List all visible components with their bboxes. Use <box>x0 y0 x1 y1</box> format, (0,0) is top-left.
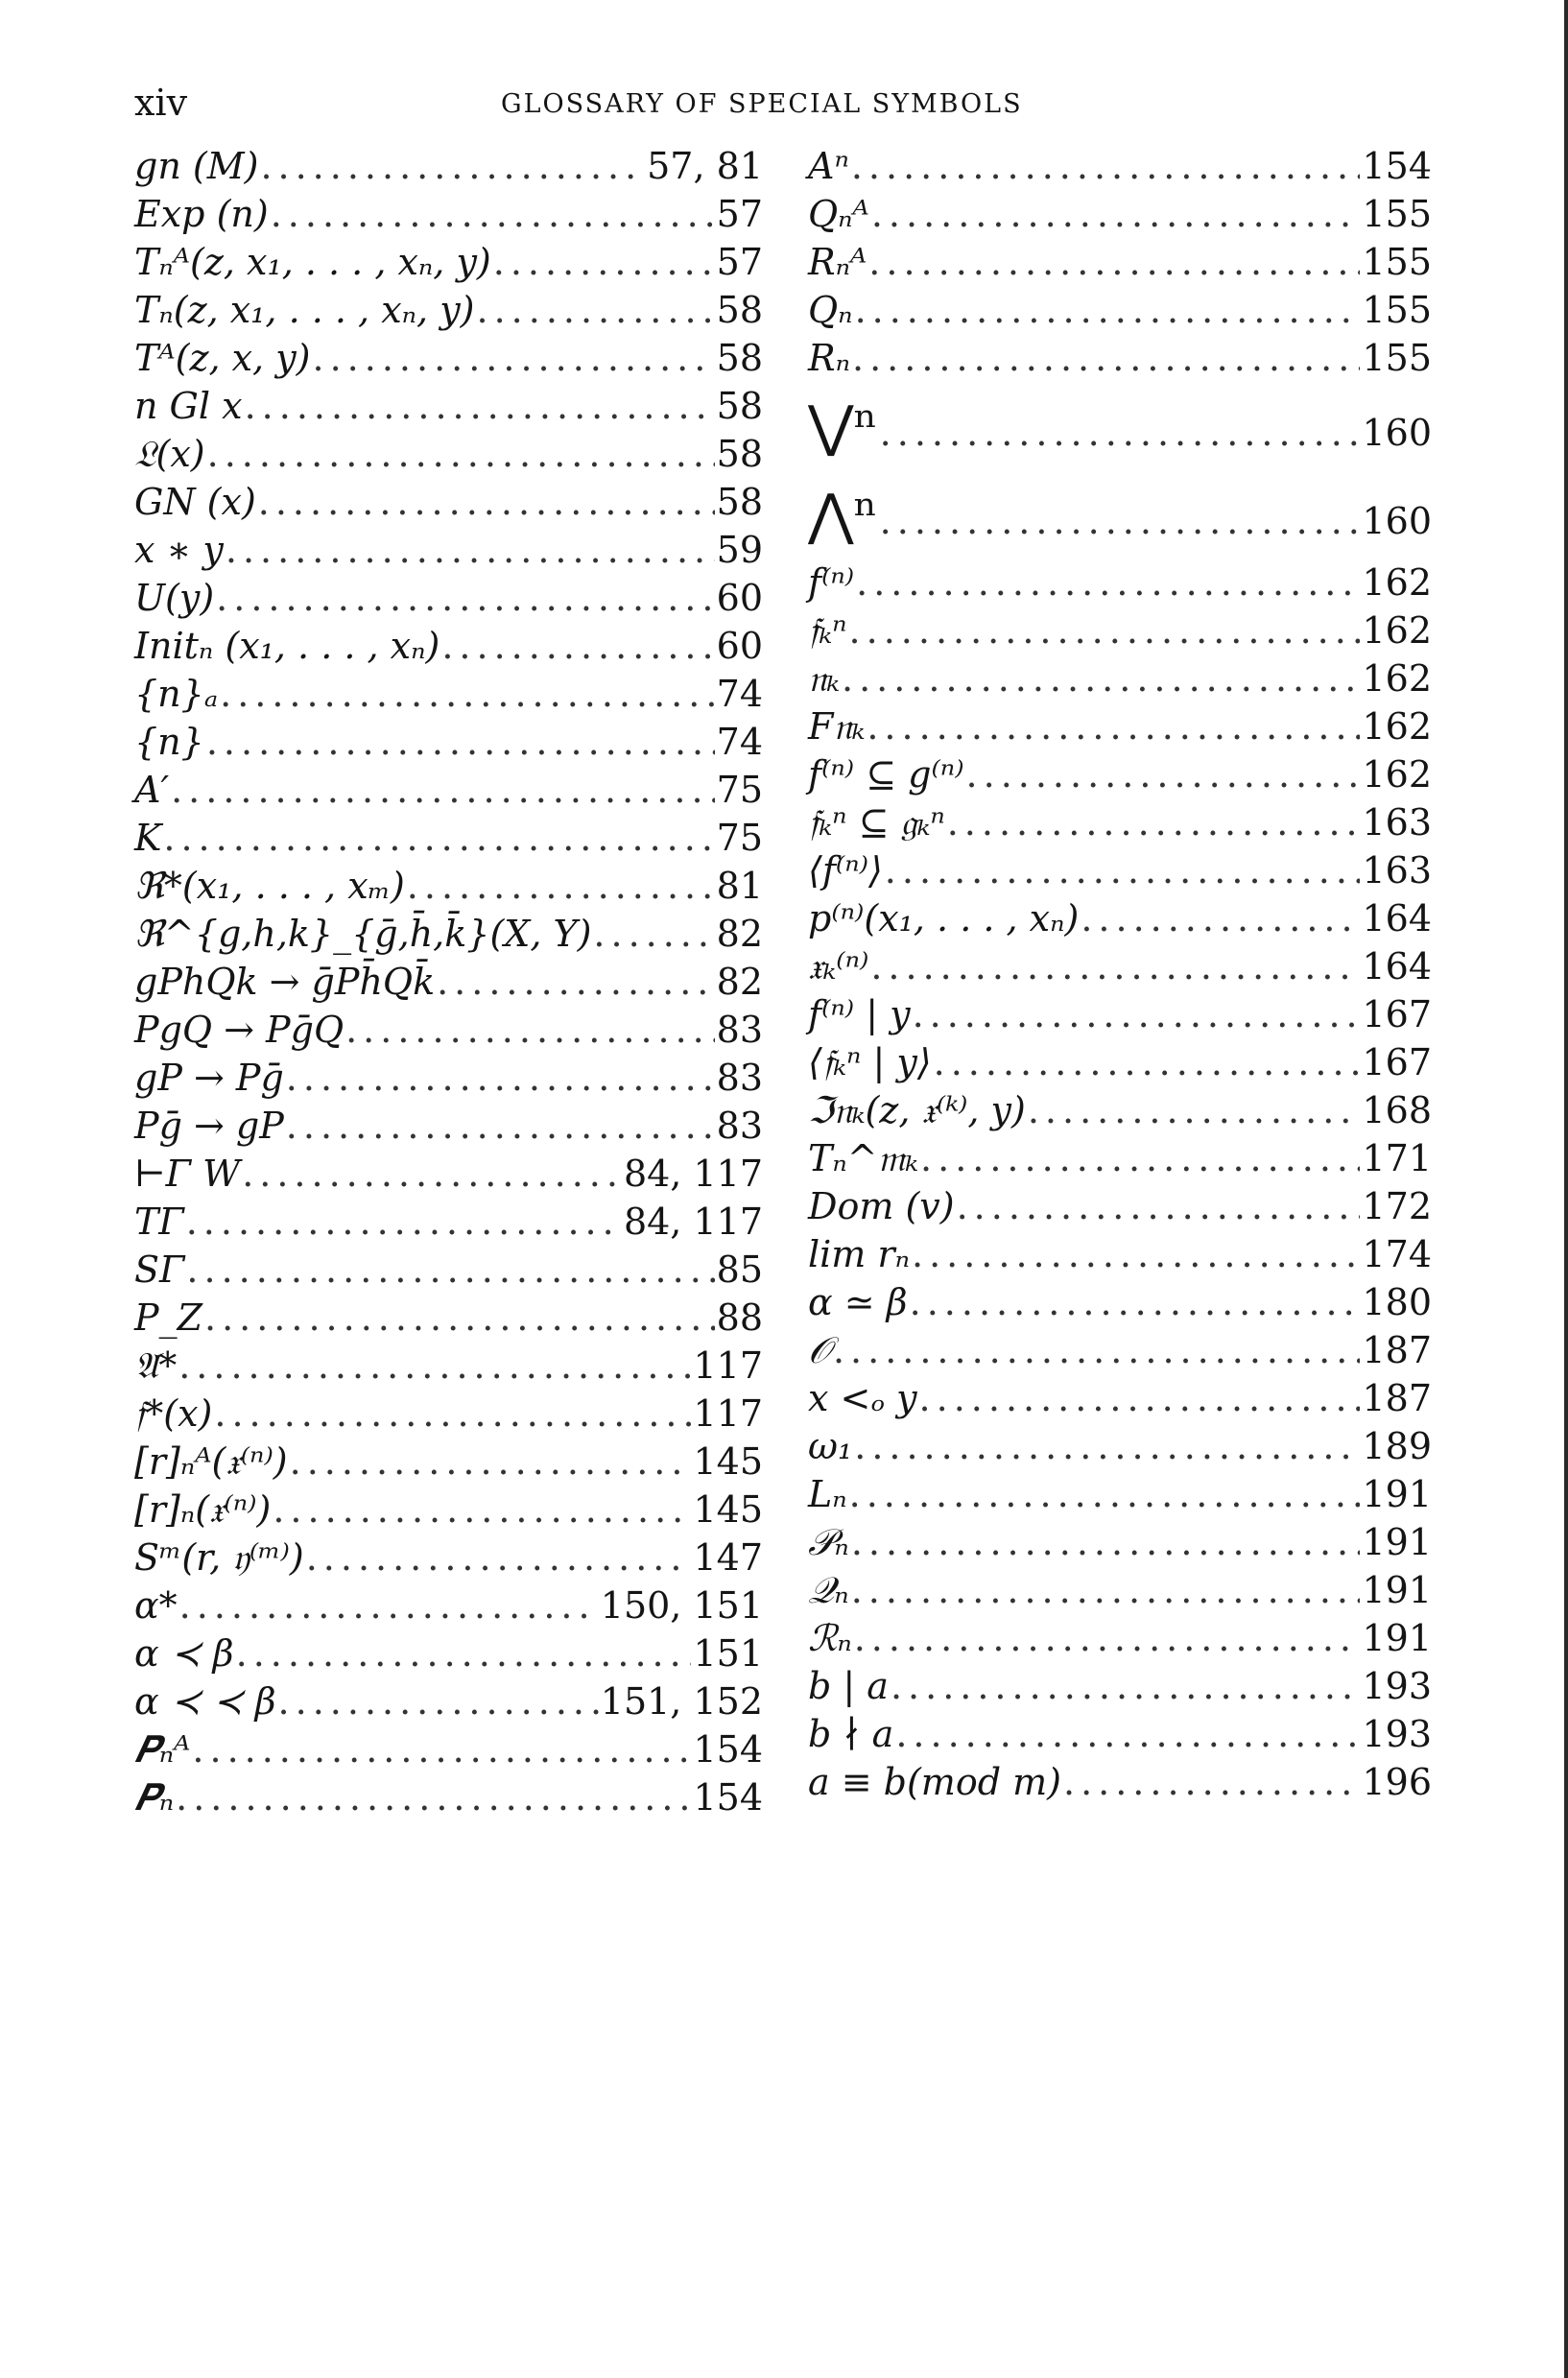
glossary-symbol: ℜ^{g,h,k}_{ḡ,h̄,k̄}(X, Y) <box>134 913 592 955</box>
glossary-page-ref: 191 <box>1362 1617 1432 1659</box>
glossary-entry <box>808 334 1432 382</box>
dot-leader <box>868 238 1360 286</box>
glossary-entry <box>808 1422 1432 1470</box>
glossary-right-column <box>808 142 1432 1806</box>
glossary-page-ref: 162 <box>1362 561 1432 604</box>
glossary-symbol: 𝒪 <box>808 1329 831 1371</box>
glossary-page-ref: 160 <box>1362 500 1432 542</box>
glossary-page-ref: 81 <box>716 865 763 907</box>
glossary-entry <box>808 1134 1432 1182</box>
dot-leader <box>179 1581 599 1629</box>
glossary-entry <box>134 1342 763 1390</box>
glossary-page-ref: 83 <box>716 1105 763 1147</box>
glossary-entry <box>134 1198 763 1246</box>
glossary-symbol: {n} <box>134 721 204 763</box>
glossary-left-column <box>134 142 763 1821</box>
dot-leader <box>245 382 715 430</box>
glossary-symbol: 𝔏(x) <box>134 433 205 475</box>
glossary-page-ref: 171 <box>1362 1137 1432 1179</box>
glossary-page-ref: 154 <box>1362 145 1432 187</box>
dot-leader <box>345 1006 715 1054</box>
glossary-entry <box>134 1006 763 1054</box>
dot-leader <box>895 1710 1360 1758</box>
glossary-symbol: Tₙᴬ(z, x₁, . . . , xₙ, y) <box>134 241 491 283</box>
glossary-page-ref: 117 <box>693 1344 763 1387</box>
glossary-entry <box>808 190 1432 238</box>
dot-leader <box>171 766 715 814</box>
glossary-symbol: {n}ₐ <box>134 673 219 715</box>
glossary-page-ref: 154 <box>693 1776 763 1819</box>
dot-leader <box>856 559 1360 606</box>
glossary-entry <box>808 382 1432 470</box>
glossary-entry <box>808 1710 1432 1758</box>
glossary-page-ref: 167 <box>1362 1041 1432 1083</box>
glossary-symbol: p⁽ⁿ⁾(x₁, . . . , xₙ) <box>808 897 1080 939</box>
glossary-symbol: gn (M) <box>134 145 259 187</box>
dot-leader <box>851 1518 1361 1566</box>
glossary-page-ref: 154 <box>693 1728 763 1771</box>
glossary-entry <box>134 1725 763 1773</box>
glossary-page-ref: 191 <box>1362 1569 1432 1611</box>
glossary-page-ref: 155 <box>1362 289 1432 331</box>
dot-leader <box>437 958 715 1006</box>
glossary-page-ref: 193 <box>1362 1713 1432 1755</box>
glossary-page-ref: 193 <box>1362 1665 1432 1707</box>
glossary-symbol: [r]ₙᴬ(𝔵⁽ⁿ⁾) <box>134 1440 288 1483</box>
glossary-entry <box>808 1662 1432 1710</box>
dot-leader <box>880 477 1361 565</box>
dot-leader <box>854 1422 1360 1470</box>
glossary-page-ref: 58 <box>716 289 763 331</box>
dot-leader <box>178 1342 691 1390</box>
glossary-entry <box>134 1390 763 1438</box>
glossary-symbol: Aⁿ <box>808 145 849 187</box>
glossary-page-ref: 82 <box>716 961 763 1003</box>
glossary-symbol: Qₙᴬ <box>808 193 869 235</box>
dot-leader <box>286 1054 715 1102</box>
dot-leader <box>593 910 714 958</box>
dot-leader <box>273 1486 691 1534</box>
glossary-entry <box>134 1581 763 1629</box>
dot-leader <box>880 389 1361 477</box>
glossary-entry <box>808 1374 1432 1422</box>
glossary-symbol: Lₙ <box>808 1473 847 1515</box>
glossary-symbol: b ∤ a <box>808 1713 894 1755</box>
glossary-entry <box>808 1614 1432 1662</box>
dot-leader <box>855 286 1361 334</box>
glossary-symbol: 𝔣*(x) <box>134 1392 213 1435</box>
glossary-entry <box>808 1086 1432 1134</box>
dot-leader <box>207 430 715 478</box>
glossary-symbol: 𝒫ₙ <box>808 1521 849 1563</box>
dot-leader <box>849 606 1361 654</box>
glossary-symbol: Rₙ <box>808 337 851 379</box>
glossary-symbol: ℜ*(x₁, . . . , xₘ) <box>134 865 405 907</box>
dot-leader <box>891 1662 1361 1710</box>
glossary-entry <box>808 1230 1432 1278</box>
dot-leader <box>842 654 1360 702</box>
glossary-page-ref: 155 <box>1362 337 1432 379</box>
dot-leader <box>851 1566 1361 1614</box>
dot-leader <box>1063 1758 1360 1806</box>
glossary-page-ref: 167 <box>1362 993 1432 1035</box>
dot-leader <box>441 622 714 670</box>
dot-leader <box>477 286 715 334</box>
dot-leader <box>957 1182 1361 1230</box>
glossary-entry <box>808 1566 1432 1614</box>
dot-leader <box>1081 894 1360 942</box>
glossary-symbol: P_Z <box>134 1296 202 1339</box>
glossary-entry <box>808 1326 1432 1374</box>
glossary-page-ref: 83 <box>716 1057 763 1099</box>
dot-leader <box>216 574 714 622</box>
dot-leader <box>870 942 1360 990</box>
glossary-page-ref: 191 <box>1362 1473 1432 1515</box>
glossary-symbol: 𝒬ₙ <box>808 1569 849 1611</box>
glossary-page-ref: 145 <box>693 1488 763 1531</box>
glossary-symbol: Qₙ <box>808 289 853 331</box>
glossary-page-ref: 155 <box>1362 193 1432 235</box>
glossary-symbol: n Gl x <box>134 385 243 427</box>
glossary-page-ref: 162 <box>1362 657 1432 700</box>
glossary-symbol: x ∗ y <box>134 529 224 571</box>
dot-leader <box>833 1326 1361 1374</box>
dot-leader <box>852 334 1360 382</box>
glossary-entry <box>808 750 1432 798</box>
glossary-entry <box>808 1278 1432 1326</box>
glossary-entry <box>134 334 763 382</box>
dot-leader <box>260 142 645 190</box>
glossary-page-ref: 147 <box>693 1536 763 1579</box>
dot-leader <box>885 846 1361 894</box>
glossary-symbol: f⁽ⁿ⁾ <box>808 561 855 604</box>
glossary-symbol: K <box>134 817 162 859</box>
glossary-entry <box>808 798 1432 846</box>
glossary-page-ref: 74 <box>716 721 763 763</box>
glossary-page-ref: 163 <box>1362 849 1432 892</box>
glossary-entry <box>134 142 763 190</box>
glossary-entry <box>134 862 763 910</box>
glossary-page-ref: 164 <box>1362 945 1432 987</box>
glossary-entry <box>808 142 1432 190</box>
glossary-page-ref: 191 <box>1362 1521 1432 1563</box>
glossary-page-ref: 75 <box>716 817 763 859</box>
glossary-entry <box>808 942 1432 990</box>
dot-leader <box>204 1294 715 1342</box>
glossary-symbol: Pḡ → gP <box>134 1105 284 1147</box>
glossary-page-ref: 83 <box>716 1009 763 1051</box>
glossary-entry <box>808 238 1432 286</box>
glossary-entry <box>134 1294 763 1342</box>
dot-leader <box>186 1198 622 1246</box>
dot-leader <box>206 718 715 766</box>
glossary-symbol: 𝔵ₖ⁽ⁿ⁾ <box>808 945 869 987</box>
glossary-page-ref: 189 <box>1362 1425 1432 1467</box>
glossary-symbol: α ≺ β <box>134 1632 234 1675</box>
running-head: GLOSSARY OF SPECIAL SYMBOLS <box>501 89 1023 119</box>
glossary-page-ref: 84, 117 <box>623 1153 763 1195</box>
glossary-entry <box>808 470 1432 559</box>
glossary-page-ref: 163 <box>1362 801 1432 844</box>
glossary-entry <box>134 1246 763 1294</box>
glossary-symbol: 𝔫ₖ <box>808 657 840 700</box>
glossary-entry <box>134 718 763 766</box>
glossary-symbol: Tᴬ(z, x, y) <box>134 337 311 379</box>
dot-leader <box>242 1150 622 1198</box>
dot-leader <box>913 990 1361 1038</box>
glossary-entry <box>134 286 763 334</box>
glossary-page-ref: 57 <box>716 193 763 235</box>
glossary-page-ref: 145 <box>693 1440 763 1483</box>
glossary-entry <box>808 1038 1432 1086</box>
glossary-symbol: [r]ₙ(𝔵⁽ⁿ⁾) <box>134 1488 272 1531</box>
glossary-entry <box>134 1150 763 1198</box>
glossary-page-ref: 151 <box>693 1632 763 1675</box>
glossary-page-ref: 117 <box>693 1392 763 1435</box>
glossary-entry <box>134 910 763 958</box>
glossary-symbol: lim rₙ <box>808 1233 910 1275</box>
dot-leader <box>854 1614 1361 1662</box>
glossary-entry <box>134 1629 763 1677</box>
glossary-symbol: α ≺ ≺ β <box>134 1680 276 1723</box>
glossary-page-ref: 57, 81 <box>647 145 763 187</box>
glossary-symbol: 𝑷ₙᴬ <box>134 1728 191 1771</box>
glossary-symbol: x <ₒ y <box>808 1377 917 1419</box>
dot-leader <box>920 1134 1360 1182</box>
dot-leader <box>934 1038 1361 1086</box>
glossary-page-ref: 187 <box>1362 1377 1432 1419</box>
glossary-entry <box>134 430 763 478</box>
dot-leader <box>163 814 714 862</box>
glossary-symbol: GN (x) <box>134 481 256 523</box>
dot-leader <box>226 526 715 574</box>
glossary-page-ref: 162 <box>1362 609 1432 652</box>
glossary-symbol: b | a <box>808 1665 889 1707</box>
glossary-page-ref: 60 <box>716 577 763 619</box>
glossary-entry <box>134 526 763 574</box>
dot-leader <box>313 334 715 382</box>
glossary-page-ref: 174 <box>1362 1233 1432 1275</box>
glossary-page-ref: 88 <box>716 1296 763 1339</box>
glossary-page-ref: 84, 117 <box>623 1201 763 1243</box>
dot-leader <box>493 238 715 286</box>
glossary-entry <box>134 958 763 1006</box>
glossary-entry <box>808 559 1432 606</box>
glossary-entry <box>134 1438 763 1486</box>
dot-leader <box>1028 1086 1361 1134</box>
glossary-symbol: F𝔫ₖ <box>808 705 866 748</box>
dot-leader <box>290 1438 692 1486</box>
glossary-page-ref: 58 <box>716 337 763 379</box>
dot-leader <box>286 1102 715 1150</box>
glossary-entry <box>808 1518 1432 1566</box>
glossary-entry <box>134 814 763 862</box>
glossary-entry <box>808 990 1432 1038</box>
dot-leader <box>271 190 715 238</box>
glossary-page-ref: 59 <box>716 529 763 571</box>
glossary-page-ref: 162 <box>1362 753 1432 796</box>
dot-leader <box>919 1374 1361 1422</box>
glossary-entry <box>808 1182 1432 1230</box>
page-edge <box>1564 0 1568 2378</box>
glossary-page-ref: 58 <box>716 433 763 475</box>
dot-leader <box>306 1534 692 1581</box>
dot-leader <box>192 1725 691 1773</box>
glossary-page-ref: 155 <box>1362 241 1432 283</box>
glossary-symbol: TΓ <box>134 1201 184 1243</box>
glossary-page-ref: 82 <box>716 913 763 955</box>
glossary-symbol: Tₙ^𝔪ₖ <box>808 1137 919 1179</box>
glossary-entry <box>134 1486 763 1534</box>
glossary-symbol: ⋀ⁿ <box>808 482 878 547</box>
glossary-page-ref: 180 <box>1362 1281 1432 1323</box>
dot-leader <box>236 1629 692 1677</box>
dot-leader <box>871 190 1361 238</box>
glossary-page-ref: 60 <box>716 625 763 667</box>
glossary-entry <box>134 1773 763 1821</box>
dot-leader <box>910 1278 1361 1326</box>
glossary-page-ref: 187 <box>1362 1329 1432 1371</box>
glossary-entry <box>134 574 763 622</box>
dot-leader <box>258 478 715 526</box>
glossary-symbol: f⁽ⁿ⁾ ⊆ g⁽ⁿ⁾ <box>808 753 964 796</box>
glossary-page-ref: 150, 151 <box>600 1584 763 1627</box>
dot-leader <box>849 1470 1361 1518</box>
glossary-symbol: Exp (n) <box>134 193 269 235</box>
glossary-symbol: 𝔣ₖⁿ <box>808 609 847 652</box>
glossary-entry <box>808 1758 1432 1806</box>
glossary-symbol: gPhQk → ḡPh̄Qk̄ <box>134 961 436 1003</box>
glossary-symbol: PgQ → PḡQ <box>134 1009 344 1051</box>
dot-leader <box>214 1390 691 1438</box>
dot-leader <box>407 862 715 910</box>
glossary-entry <box>134 478 763 526</box>
glossary-entry <box>134 238 763 286</box>
glossary-symbol: SΓ <box>134 1248 185 1291</box>
glossary-entry <box>134 1102 763 1150</box>
dot-leader <box>867 702 1360 750</box>
glossary-page-ref: 58 <box>716 385 763 427</box>
page-number: xiv <box>134 82 188 124</box>
glossary-symbol: ⋁ⁿ <box>808 393 878 459</box>
glossary-page-ref: 196 <box>1362 1761 1432 1803</box>
dot-leader <box>220 670 715 718</box>
glossary-entry <box>808 1470 1432 1518</box>
glossary-page-ref: 58 <box>716 481 763 523</box>
dot-leader <box>912 1230 1360 1278</box>
glossary-symbol: 𝑷ₙ <box>134 1776 175 1819</box>
glossary-symbol: ⊢Γ W <box>134 1153 241 1195</box>
glossary-entry <box>808 894 1432 942</box>
glossary-page-ref: 164 <box>1362 897 1432 939</box>
glossary-symbol: f⁽ⁿ⁾ | y <box>808 993 911 1035</box>
glossary-entry <box>134 622 763 670</box>
dot-leader <box>966 750 1361 798</box>
glossary-symbol: ω₁ <box>808 1425 853 1467</box>
glossary-symbol: Dom (v) <box>808 1185 955 1227</box>
glossary-symbol: ℑ𝔫ₖ(z, 𝔵⁽ᵏ⁾, y) <box>808 1089 1026 1131</box>
glossary-symbol: A′ <box>134 769 170 811</box>
glossary-page-ref: 172 <box>1362 1185 1432 1227</box>
glossary-symbol: α ≃ β <box>808 1281 908 1323</box>
dot-leader <box>176 1773 691 1821</box>
glossary-page-ref: 151, 152 <box>600 1680 763 1723</box>
dot-leader <box>278 1677 599 1725</box>
glossary-page-ref: 75 <box>716 769 763 811</box>
glossary-symbol: a ≡ b(mod m) <box>808 1761 1061 1803</box>
glossary-page-ref: 85 <box>716 1248 763 1291</box>
glossary-symbol: Tₙ(z, x₁, . . . , xₙ, y) <box>134 289 475 331</box>
glossary-entry <box>134 382 763 430</box>
glossary-page-ref: 74 <box>716 673 763 715</box>
glossary-entry <box>134 1534 763 1581</box>
glossary-entry <box>808 702 1432 750</box>
glossary-entry <box>808 286 1432 334</box>
glossary-entry <box>134 1054 763 1102</box>
dot-leader <box>851 142 1361 190</box>
glossary-symbol: Initₙ (x₁, . . . , xₙ) <box>134 625 440 667</box>
glossary-symbol: U(y) <box>134 577 215 619</box>
glossary-entry <box>134 766 763 814</box>
glossary-page-ref: 160 <box>1362 412 1432 454</box>
glossary-entry <box>808 846 1432 894</box>
glossary-symbol: gP → Pḡ <box>134 1057 284 1099</box>
glossary-symbol: α* <box>134 1584 178 1627</box>
dot-leader <box>186 1246 714 1294</box>
glossary-symbol: 𝔄* <box>134 1344 178 1387</box>
glossary-symbol: Sᵐ(r, 𝔶⁽ᵐ⁾) <box>134 1536 304 1579</box>
glossary-entry <box>808 654 1432 702</box>
glossary-entry <box>808 606 1432 654</box>
glossary-page-ref: 57 <box>716 241 763 283</box>
glossary-entry <box>134 670 763 718</box>
glossary-symbol: 𝔣ₖⁿ ⊆ 𝔤ₖⁿ <box>808 801 945 844</box>
dot-leader <box>947 798 1361 846</box>
glossary-symbol: ⟨f⁽ⁿ⁾⟩ <box>808 849 883 892</box>
glossary-page-ref: 168 <box>1362 1089 1432 1131</box>
glossary-symbol: ⟨𝔣ₖⁿ | y⟩ <box>808 1041 932 1083</box>
glossary-entry <box>134 1677 763 1725</box>
glossary-page-ref: 162 <box>1362 705 1432 748</box>
glossary-symbol: ℛₙ <box>808 1617 852 1659</box>
glossary-symbol: Rₙᴬ <box>808 241 867 283</box>
glossary-entry <box>134 190 763 238</box>
